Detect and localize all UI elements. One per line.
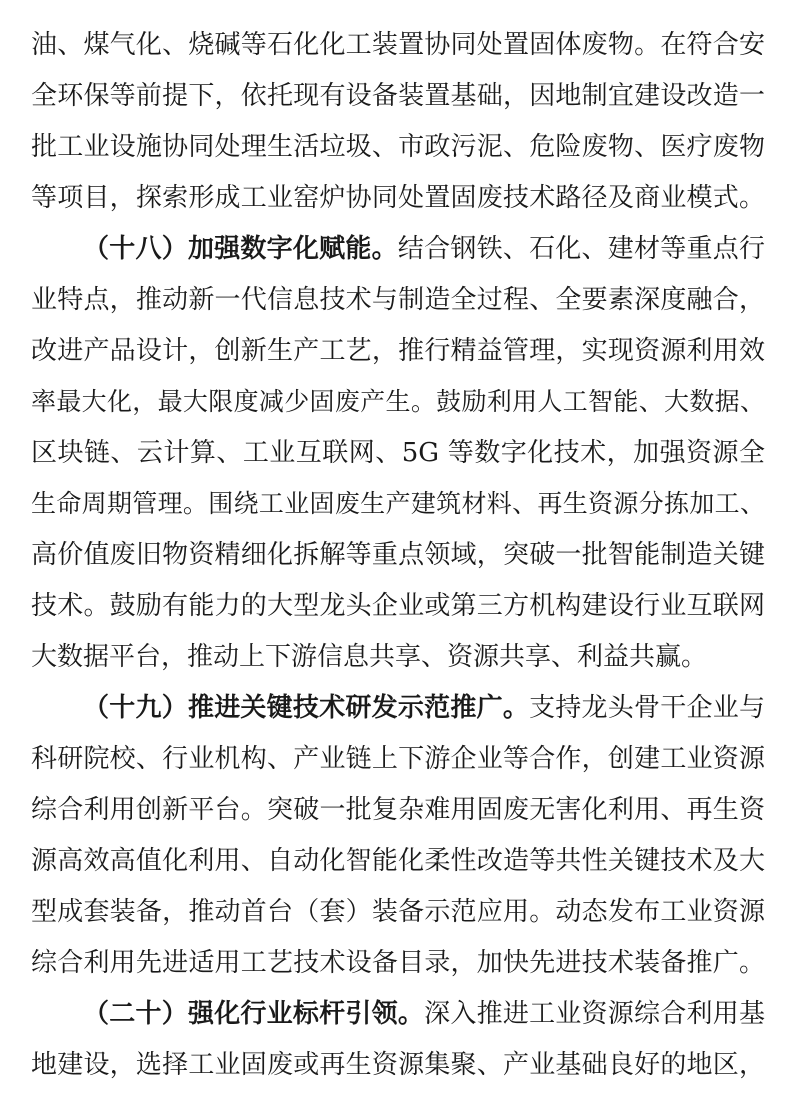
paragraph-1-line-1: 油、煤气化、烧碱等石化化工装置协同处置固体废物。在符合安 bbox=[31, 30, 765, 60]
paragraph-3-line-6: 综合利用先进适用工艺技术设备目录，加快先进技术装备推广。 bbox=[31, 948, 765, 978]
paragraph-4-line-2: 地建设，选择工业固废或再生资源集聚、产业基础良好的地区， bbox=[31, 1050, 765, 1080]
paragraph-2-line-5: 区块链、云计算、工业互联网、5G 等数字化技术，加强资源全 bbox=[31, 438, 765, 468]
paragraph-3-first-line-text: 支持龙头骨干企业与 bbox=[529, 693, 765, 723]
paragraph-3-first-line bbox=[83, 683, 765, 733]
paragraph-2-first-line bbox=[83, 224, 765, 274]
paragraph-1-line-2: 全环保等前提下，依托现有设备装置基础，因地制宜建设改造一 bbox=[31, 81, 765, 111]
section-19-heading: （十九）推进关键技术研发示范推广。 bbox=[83, 693, 530, 723]
paragraph-2-first-line-text: 结合钢铁、石化、建材等重点行 bbox=[397, 234, 765, 264]
paragraph-2-line-4: 率最大化，最大限度减少固废产生。鼓励利用人工智能、大数据、 bbox=[31, 387, 765, 416]
paragraph-3-line-2: 科研院校、行业机构、产业链上下游企业等合作，创建工业资源 bbox=[31, 744, 765, 774]
paragraph-1-line-3: 批工业设施协同处理生活垃圾、市政污泥、危险废物、医疗废物 bbox=[31, 132, 765, 162]
paragraph-3-line-4: 源高效高值化利用、自动化智能化柔性改造等共性关键技术及大 bbox=[31, 846, 765, 876]
paragraph-2-line-9: 大数据平台，推动上下游信息共享、资源共享、利益共赢。 bbox=[31, 642, 708, 672]
paragraph-2-line-2: 业特点，推动新一代信息技术与制造全过程、全要素深度融合， bbox=[31, 285, 765, 315]
paragraph-3-line-5: 型成套装备，推动首台（套）装备示范应用。动态发布工业资源 bbox=[31, 897, 765, 927]
paragraph-3-line-3: 综合利用创新平台。突破一批复杂难用固废无害化利用、再生资 bbox=[31, 795, 765, 825]
paragraph-2-line-6: 生命周期管理。围绕工业固废生产建筑材料、再生资源分拣加工、 bbox=[31, 489, 765, 518]
paragraph-2-line-3: 改进产品设计，创新生产工艺，推行精益管理，实现资源利用效 bbox=[31, 336, 765, 366]
paragraph-4-first-line-text: 深入推进工业资源综合利用基 bbox=[424, 999, 765, 1029]
paragraph-1-line-4: 等项目，探索形成工业窑炉协同处置固废技术路径及商业模式。 bbox=[31, 183, 765, 213]
paragraph-4-first-line bbox=[83, 989, 765, 1039]
section-18-heading: （十八）加强数字化赋能。 bbox=[83, 234, 398, 264]
paragraph-2-line-7: 高价值废旧物资精细化拆解等重点领域，突破一批智能制造关键 bbox=[31, 540, 765, 570]
paragraph-2-line-8: 技术。鼓励有能力的大型龙头企业或第三方机构建设行业互联网 bbox=[31, 591, 765, 621]
section-20-heading: （二十）强化行业标杆引领。 bbox=[83, 999, 425, 1029]
